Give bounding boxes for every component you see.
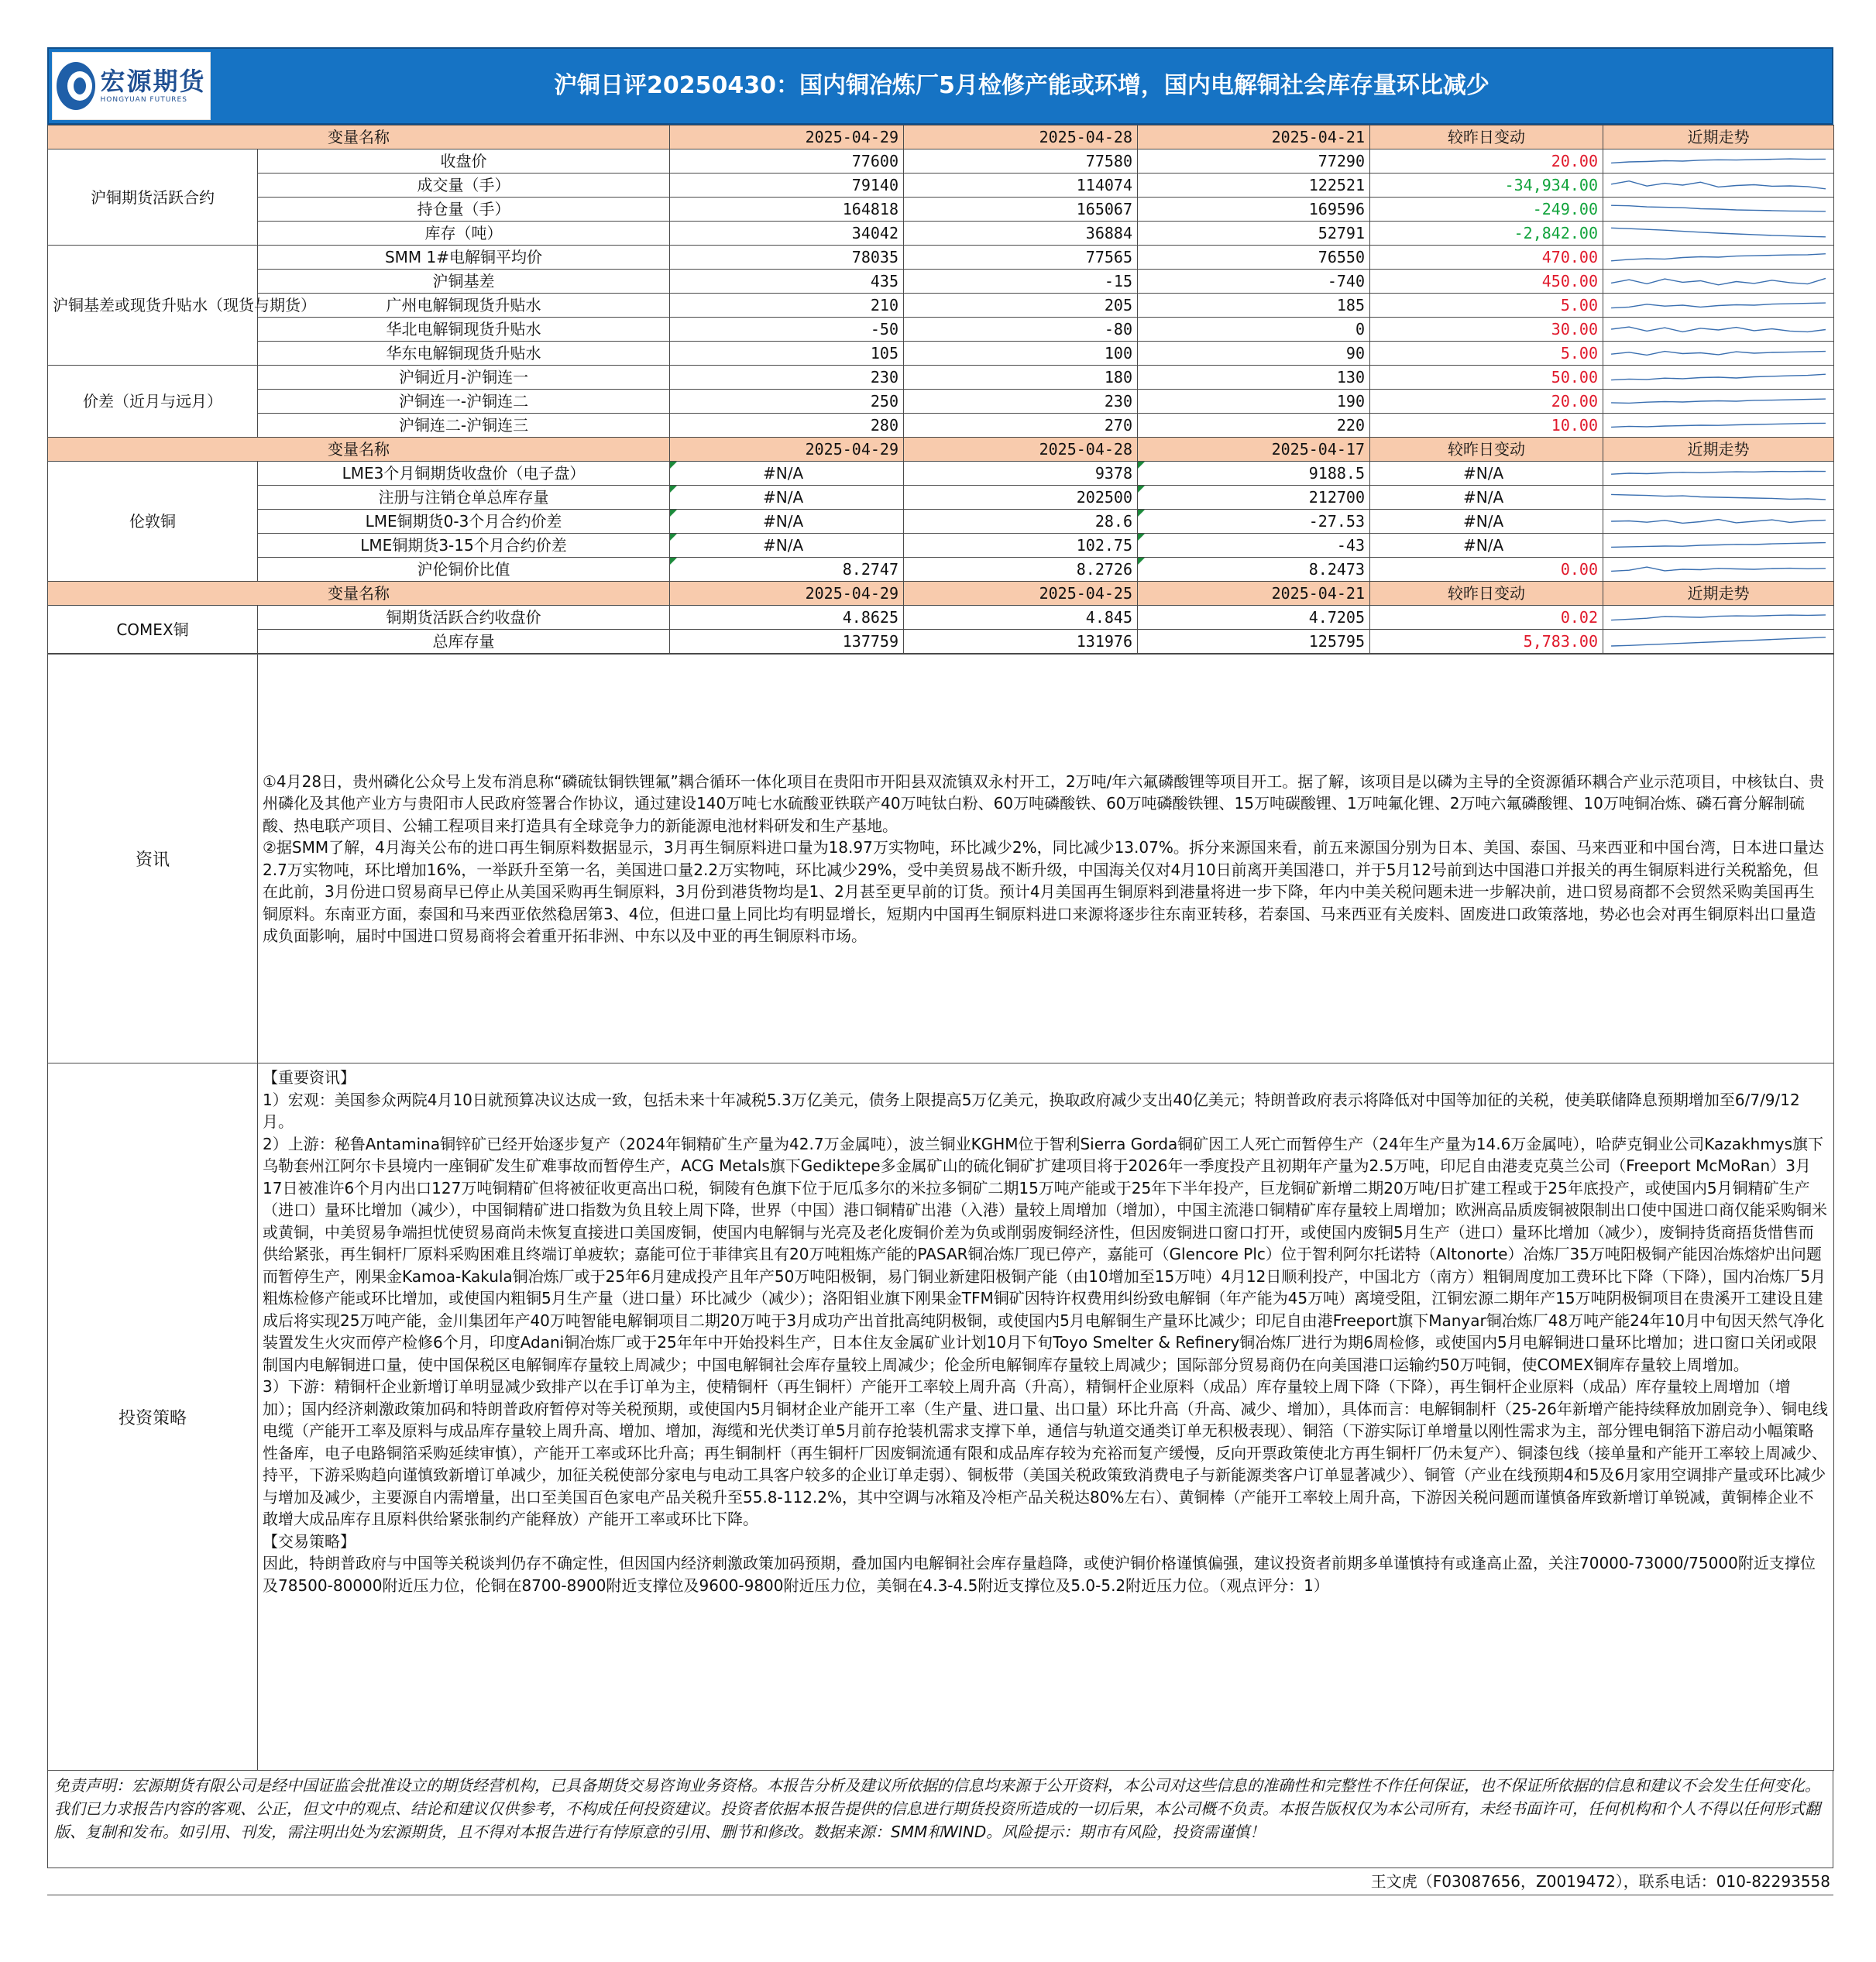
value-cell-1: 77600: [670, 149, 904, 174]
group-label: 沪铜期货活跃合约: [48, 149, 258, 246]
value-cell-2: 77565: [904, 246, 1138, 270]
value-cell-2: 4.845: [904, 606, 1138, 630]
value-cell-2: 77580: [904, 149, 1138, 174]
sparkline-chart: [1608, 366, 1829, 388]
value-cell-3: -740: [1138, 270, 1370, 294]
header-change: 较昨日变动: [1370, 125, 1603, 149]
value-cell-1: 280: [670, 414, 904, 438]
value-cell-1: 435: [670, 270, 904, 294]
sparkline-chart: [1608, 462, 1829, 484]
sparkline-cell: [1603, 198, 1834, 222]
sparkline-line: [1611, 374, 1826, 380]
table-row: [48, 270, 1834, 294]
variable-name: 华北电解铜现货升贴水: [258, 318, 670, 342]
sparkline-chart: [1608, 631, 1829, 652]
value-cell-3: 125795: [1138, 630, 1370, 654]
sparkline-chart: [1608, 270, 1829, 292]
logo-cn-text: 宏源期货: [100, 67, 206, 96]
value-cell-1: #N/A: [670, 534, 904, 558]
header-date-2: 2025-04-28: [904, 125, 1138, 149]
sparkline-line: [1611, 471, 1826, 474]
sparkline-line: [1611, 181, 1826, 189]
value-cell-2: 102.75: [904, 534, 1138, 558]
value-cell-2: 114074: [904, 174, 1138, 198]
change-cell: 20.00: [1370, 149, 1603, 174]
change-cell: 10.00: [1370, 414, 1603, 438]
header-date-1: 2025-04-29: [670, 582, 904, 606]
value-cell-2: 205: [904, 294, 1138, 318]
commentary-table: [47, 654, 1834, 1771]
variable-name: 注册与注销仓单总库存量: [258, 486, 670, 510]
value-cell-2: 131976: [904, 630, 1138, 654]
cell-comment-flag: [1138, 510, 1145, 517]
value-cell-3: 0: [1138, 318, 1370, 342]
change-cell: #N/A: [1370, 510, 1603, 534]
change-cell: 470.00: [1370, 246, 1603, 270]
header-date-2: 2025-04-28: [904, 438, 1138, 462]
group-label: 伦敦铜: [48, 462, 258, 582]
market-data-table: [47, 125, 1834, 654]
value-cell-1: 230: [670, 366, 904, 390]
value-cell-2: 8.2726: [904, 558, 1138, 582]
sparkline-cell: [1603, 294, 1834, 318]
value-cell-1: 250: [670, 390, 904, 414]
change-cell: 5,783.00: [1370, 630, 1603, 654]
cell-comment-flag: [1138, 462, 1145, 469]
analyst-contact: 王文虎（F03087656，Z0019472），联系电话：010-82293558: [47, 1868, 1833, 1895]
sparkline-chart: [1608, 198, 1829, 220]
news-paragraph: ②据SMM了解，4月海关公布的进口再生铜原料数据显示，3月再生铜原料进口量为18.97万实物吨，环比减少2%，同比减少13.07%。拆分来源国来看，前五来源国分别为日本、美国、泰国、马来西亚和中国台湾，日本进口量达2.7万实物吨，环比增加16%，一举跃升至第一名，美国进口量2.2万实物吨，环比减少29%，受中美贸易战不断升级，中国海关仅对4月10日前离开美国港口，并于5月12号前到达中国港口并报关的再生铜原料进行关税豁免，但在此前，3月份进口贸易商早已停止从美国采购再生铜原料，3月份到港货物均是1、2月甚至更早前的订货。预计4月美国再生铜原料到港量将进一步下降，年内中美关税问题未进一步解决前，进口贸易商都不会贸然采购美国再生铜原料。东南亚方面，泰国和马来西亚依然稳居第3、4位，但进口量上同比均有明显增长，短期内中国再生铜原料进口来源将逐步往东南亚转移，若泰国、马来西亚有关废料、固废进口政策落地，势必也会对再生铜原料出口量造成负面影响，届时中国进口贸易商将会着重开拓非洲、中东以及中亚的再生铜原料市场。: [263, 838, 1824, 945]
value-cell-3: 4.7205: [1138, 606, 1370, 630]
group-label: COMEX铜: [48, 606, 258, 654]
sparkline-line: [1611, 278, 1826, 284]
change-cell: 50.00: [1370, 366, 1603, 390]
value-cell-3: 185: [1138, 294, 1370, 318]
table-row: [48, 222, 1834, 246]
header-variable-name: 变量名称: [48, 438, 670, 462]
strategy-paragraph: 【重要资讯】: [263, 1068, 356, 1087]
value-cell-2: 180: [904, 366, 1138, 390]
sparkline-chart: [1608, 342, 1829, 364]
sparkline-cell: [1603, 174, 1834, 198]
change-cell: -34,934.00: [1370, 174, 1603, 198]
sparkline-chart: [1608, 246, 1829, 268]
sparkline-line: [1611, 352, 1826, 356]
header-date-2: 2025-04-25: [904, 582, 1138, 606]
table-row: [48, 606, 1834, 630]
value-cell-2: -15: [904, 270, 1138, 294]
cell-comment-flag: [1138, 486, 1145, 493]
sparkline-line: [1611, 494, 1826, 500]
value-cell-3: 220: [1138, 414, 1370, 438]
sparkline-line: [1611, 423, 1826, 427]
change-cell: 0.00: [1370, 558, 1603, 582]
cell-comment-flag: [670, 510, 677, 517]
report-title: 沪铜日评20250430：国内铜冶炼厂5月检修产能或环增，国内电解铜社会库存量环比减少: [554, 72, 1489, 99]
sparkline-cell: [1603, 366, 1834, 390]
sparkline-line: [1611, 228, 1826, 237]
header-trend: 近期走势: [1603, 438, 1834, 462]
value-cell-3: -43: [1138, 534, 1370, 558]
value-cell-3: 122521: [1138, 174, 1370, 198]
value-cell-3: 130: [1138, 366, 1370, 390]
sparkline-chart: [1608, 222, 1829, 244]
strategy-paragraph: 2）上游：秘鲁Antamina铜锌矿已经开始逐步复产（2024年铜精矿生产量为42.7万金属吨），波兰铜业KGHM位于智利Sierra Gorda铜矿因工人死亡而暂停生产（24年生产量为14.6万金属吨），哈萨克铜业公司Kazakhmys旗下乌勒套州江阿尔卡县境内一座铜矿发生矿难事故而暂停生产，ACG Metals旗下Gediktepe多金属矿山的硫化铜矿扩建项目将于2026年一季度投产且初期年产量为2.5万吨，印尼自由港麦克莫兰公司（Freeport McMoRan）3月17日被准许6个月内出口127万吨铜精矿但将被征收更高出口税，铜陵有色旗下位于厄瓜多尔的米拉多铜矿二期15万吨产能或于25年下半年投产，巨龙铜矿新增二期20万吨/日扩建工程或于25年底投产，或使国内5月铜精矿生产（进口）量环比增加（减少），中国铜精矿进口指数为负且较上周下降，世界（中国）港口铜精矿出港（入港）量较上周增加（增加），中国主流港口铜精矿库存量较上周增加；欧洲高品质废铜被限制出口使中国进口商仅能采购铜米或黄铜，中美贸易争端担忧使贸易商尚未恢复直接进口美国废铜，使国内电解铜与光亮及老化废铜价差为负或削弱废铜经济性，但因废铜进口窗口打开，或使国内废铜5月生产（进口）量环比增加（减少），废铜持货商捂货惜售而供给紧张，再生铜杆厂原料采购困难且终端订单疲软；嘉能可位于菲律宾且有20万吨粗炼产能的PASAR铜冶炼厂现已停产，嘉能可（Glencore Plc）位于智利阿尔托诺特（Altonorte）冶炼厂35万吨阳极铜产能因冶炼熔炉出问题而暂停生产，刚果金Kamoa-Kakula铜冶炼厂或于25年6月建成投产且年产50万吨阳极铜，易门铜业新建阳极铜产能（由10增加至15万吨）4月12日顺利投产，中国北方（南方）粗铜周度加工费环比下降（下降），国内冶炼厂5月粗炼检修产能或环比增加，或使国内粗铜5月生产量（进口量）环比减少（减少）；洛阳钼业旗下刚果金TFM铜矿因特许权费用纠纷致电解铜（年产能为45万吨）离境受阻，江铜宏源二期年产15万吨阴极铜项目在贵溪开工建设且建成后将实现25万吨产能，金川集团年产40万吨智能电解铜项目二期20万吨于3月成功产出首批高纯阴极铜，或使国内5月电解铜生产量环比减少；印尼自由港Freeport旗下Manyar铜冶炼厂48万吨产能24年10月中旬因天然气净化装置发生火灾而停产检修6个月，印度Adani铜冶炼厂或于25年年中开始投料生产，日本住友金属矿业计划10月下旬Toyo Smelter & Refinery铜冶炼厂进行为期6周检修，或使国内5月电解铜进口量环比增加；进口窗口关闭或限制国内电解铜进口量，使中国保税区电解铜库存量较上周减少；中国电解铜社会库存量较上周减少；伦金所电解铜库存量较上周减少；国际部分贸易商仍在向美国港口运输约50万吨铜，使COMEX铜库存量较上周增加。: [263, 1134, 1827, 1374]
value-cell-1: 4.8625: [670, 606, 904, 630]
strategy-paragraph: 【交易策略】: [263, 1531, 356, 1551]
variable-name: LME铜期货3-15个月合约价差: [258, 534, 670, 558]
news-content: [258, 655, 1834, 1063]
sparkline-cell: [1603, 558, 1834, 582]
table-header-row: [48, 582, 1834, 606]
disclaimer: 免责声明：宏源期货有限公司是经中国证监会批准设立的期货经营机构，已具备期货交易咨询业务资格。本报告分析及建议所依据的信息均来源于公开资料，本公司对这些信息的准确性和完整性不作任何保证，也不保证所依据的信息和建议不会发生任何变化。我们已力求报告内容的客观、公正，但文中的观点、结论和建议仅供参考，不构成任何投资建议。投资者依据本报告提供的信息进行期货投资所造成的一切后果，本公司概不负责。本报告版权仅为本公司所有，未经书面许可，任何机构和个人不得以任何形式翻版、复制和发布。如引用、刊发，需注明出处为宏源期货，且不得对本报告进行有悖原意的引用、删节和修改。数据来源：SMM和WIND。风险提示：期市有风险，投资需谨慎！: [47, 1771, 1833, 1868]
variable-name: LME铜期货0-3个月合约价差: [258, 510, 670, 534]
variable-name: 成交量（手）: [258, 174, 670, 198]
sparkline-chart: [1608, 534, 1829, 556]
cell-comment-flag: [670, 534, 677, 541]
sparkline-cell: [1603, 270, 1834, 294]
sparkline-cell: [1603, 510, 1834, 534]
logo-mark-icon: [57, 62, 95, 110]
variable-name: 沪铜近月-沪铜连一: [258, 366, 670, 390]
header-date-3: 2025-04-17: [1138, 438, 1370, 462]
value-cell-3: 76550: [1138, 246, 1370, 270]
change-cell: 450.00: [1370, 270, 1603, 294]
value-cell-3: 9188.5: [1138, 462, 1370, 486]
sparkline-chart: [1608, 174, 1829, 196]
change-cell: 5.00: [1370, 342, 1603, 366]
variable-name: 总库存量: [258, 630, 670, 654]
table-row: [48, 366, 1834, 390]
change-cell: 0.02: [1370, 606, 1603, 630]
sparkline-line: [1611, 567, 1826, 571]
value-cell-2: -80: [904, 318, 1138, 342]
sparkline-chart: [1608, 318, 1829, 340]
value-cell-2: 36884: [904, 222, 1138, 246]
value-cell-1: #N/A: [670, 486, 904, 510]
sparkline-cell: [1603, 342, 1834, 366]
value-cell-2: 202500: [904, 486, 1138, 510]
header-date-1: 2025-04-29: [670, 125, 904, 149]
strategy-content: [258, 1063, 1834, 1771]
daily-report-sheet: [47, 47, 1833, 1895]
sparkline-chart: [1608, 486, 1829, 508]
value-cell-1: -50: [670, 318, 904, 342]
cell-comment-flag: [670, 558, 677, 565]
change-cell: -249.00: [1370, 198, 1603, 222]
value-cell-1: 210: [670, 294, 904, 318]
table-row: [48, 510, 1834, 534]
title-bar: [47, 47, 1833, 125]
change-cell: #N/A: [1370, 534, 1603, 558]
sparkline-line: [1611, 520, 1826, 524]
sparkline-cell: [1603, 318, 1834, 342]
value-cell-2: 100: [904, 342, 1138, 366]
value-cell-1: 79140: [670, 174, 904, 198]
sparkline-chart: [1608, 414, 1829, 436]
value-cell-1: 105: [670, 342, 904, 366]
table-row: [48, 318, 1834, 342]
sparkline-line: [1611, 637, 1826, 646]
sparkline-line: [1611, 254, 1826, 261]
value-cell-1: 78035: [670, 246, 904, 270]
header-date-3: 2025-04-21: [1138, 582, 1370, 606]
sparkline-cell: [1603, 149, 1834, 174]
value-cell-1: 137759: [670, 630, 904, 654]
cell-comment-flag: [1138, 558, 1145, 565]
header-trend: 近期走势: [1603, 582, 1834, 606]
header-trend: 近期走势: [1603, 125, 1834, 149]
sparkline-line: [1611, 205, 1826, 211]
value-cell-3: 8.2473: [1138, 558, 1370, 582]
change-cell: 30.00: [1370, 318, 1603, 342]
sparkline-line: [1611, 159, 1826, 163]
sparkline-cell: [1603, 414, 1834, 438]
table-row: [48, 462, 1834, 486]
sparkline-cell: [1603, 462, 1834, 486]
variable-name: LME3个月铜期货收盘价（电子盘）: [258, 462, 670, 486]
variable-name: 铜期货活跃合约收盘价: [258, 606, 670, 630]
sparkline-chart: [1608, 150, 1829, 172]
sparkline-cell: [1603, 222, 1834, 246]
table-row: [48, 390, 1834, 414]
value-cell-2: 28.6: [904, 510, 1138, 534]
change-cell: #N/A: [1370, 462, 1603, 486]
sparkline-chart: [1608, 558, 1829, 580]
table-row: [48, 486, 1834, 510]
header-change: 较昨日变动: [1370, 582, 1603, 606]
sparkline-line: [1611, 399, 1826, 403]
value-cell-1: 164818: [670, 198, 904, 222]
table-row: [48, 414, 1834, 438]
variable-name: 沪铜连二-沪铜连三: [258, 414, 670, 438]
sparkline-cell: [1603, 534, 1834, 558]
header-variable-name: 变量名称: [48, 582, 670, 606]
variable-name: 库存（吨）: [258, 222, 670, 246]
value-cell-1: #N/A: [670, 510, 904, 534]
sparkline-line: [1611, 303, 1826, 308]
table-row: [48, 558, 1834, 582]
sparkline-chart: [1608, 510, 1829, 532]
variable-name: 收盘价: [258, 149, 670, 174]
variable-name: 沪铜连一-沪铜连二: [258, 390, 670, 414]
value-cell-2: 165067: [904, 198, 1138, 222]
logo-en-text: HONGYUAN FUTURES: [100, 96, 187, 104]
value-cell-1: 8.2747: [670, 558, 904, 582]
news-label: 资讯: [48, 655, 258, 1063]
value-cell-3: -27.53: [1138, 510, 1370, 534]
strategy-paragraph: 3）下游：精铜杆企业新增订单明显减少致排产以在手订单为主，使精铜杆（再生铜杆）产能开工率较上周升高（升高），精铜杆企业原料（成品）库存量较上周下降（下降），再生铜杆企业原料（成品）库存量较上周增加（增加）；国内经济刺激政策加码和特朗普政府暂停对等关税预期，或使国内5月铜材企业产能开工率（生产量、进口量、出口量）环比升高（升高、减少、增加），具体而言：电解铜制杆（25-26年新增产能持续释放加剧竞争）、铜电线电缆（产能开工率及原料与成品库存量较上周升高、增加、增加，海缆和光伏类订单5月前存抢装机需求支撑下单，通信与轨道交通类订单无积极表现）、铜箔（下游实际订单增量以刚性需求为主，部分锂电铜箔下游启动小幅策略性备库，电子电路铜箔采购延续审慎），产能开工率或环比升高；再生铜制杆（再生铜杆厂因废铜流通有限和成品库存较为充裕而复产缓慢，反向开票政策使北方再生铜杆厂仍未复产）、铜漆包线（接单量和产能开工率较上周减少、持平，下游采购趋向谨慎致新增订单减少，加征关税使部分家电与电动工具客户较多的企业订单走弱）、铜板带（美国关税政策致消费电子与新能源类客户订单显著减少）、铜管（产业在线预期4和5及6月家用空调排产量或环比减少与增加及减少，主要源自内需增量，出口至美国百色家电产品关税升至55.8-112.2%，其中空调与冰箱及冷柜产品关税达80%左右）、黄铜棒（产能开工率较上周升高，下游因关税问题而谨慎备库致新增订单锐减，黄铜棒企业不敢增大成品库存且原料供给紧张制约产能释放）产能开工率或环比下降。: [263, 1377, 1828, 1528]
sparkline-line: [1611, 327, 1826, 332]
variable-name: 持仓量（手）: [258, 198, 670, 222]
table-row: [48, 630, 1834, 654]
header-variable-name: 变量名称: [48, 125, 670, 149]
cell-comment-flag: [1138, 534, 1145, 541]
variable-name: SMM 1#电解铜平均价: [258, 246, 670, 270]
sparkline-chart: [1608, 390, 1829, 412]
value-cell-1: 34042: [670, 222, 904, 246]
value-cell-3: 90: [1138, 342, 1370, 366]
sparkline-line: [1611, 543, 1826, 548]
value-cell-2: 230: [904, 390, 1138, 414]
header-change: 较昨日变动: [1370, 438, 1603, 462]
sparkline-chart: [1608, 606, 1829, 628]
value-cell-2: 270: [904, 414, 1138, 438]
value-cell-3: 77290: [1138, 149, 1370, 174]
change-cell: 20.00: [1370, 390, 1603, 414]
value-cell-3: 52791: [1138, 222, 1370, 246]
table-header-row: [48, 125, 1834, 149]
sparkline-cell: [1603, 246, 1834, 270]
sparkline-cell: [1603, 486, 1834, 510]
header-date-3: 2025-04-21: [1138, 125, 1370, 149]
table-row: [48, 174, 1834, 198]
table-row: [48, 198, 1834, 222]
strategy-label: 投资策略: [48, 1063, 258, 1771]
variable-name: 广州电解铜现货升贴水: [258, 294, 670, 318]
cell-comment-flag: [670, 462, 677, 469]
sparkline-cell: [1603, 606, 1834, 630]
table-row: [48, 342, 1834, 366]
change-cell: -2,842.00: [1370, 222, 1603, 246]
table-row: [48, 246, 1834, 270]
table-header-row: [48, 438, 1834, 462]
change-cell: #N/A: [1370, 486, 1603, 510]
variable-name: 华东电解铜现货升贴水: [258, 342, 670, 366]
sparkline-line: [1611, 615, 1826, 620]
news-paragraph: ①4月28日，贵州磷化公众号上发布消息称“磷硫钛铜铁锂氟”耦合循环一体化项目在贵阳市开阳县双流镇双永村开工，2万吨/年六氟磷酸锂等项目开工。据了解，该项目是以磷为主导的全资源循环耦合产业示范项目，中核钛白、贵州磷化及其他产业方与贵阳市人民政府签署合作协议，通过建设140万吨七水硫酸亚铁联产40万吨钛白粉、60万吨磷酸铁、60万吨磷酸铁锂、15万吨碳酸锂、1万吨氟化锂、2万吨六氟磷酸锂、10万吨铜冶炼、磷石膏分解制硫酸、热电联产项目、公辅工程项目来打造具有全球竞争力的新能源电池材料研发和生产基地。: [263, 771, 1825, 835]
value-cell-2: 9378: [904, 462, 1138, 486]
group-label: 价差（近月与远月）: [48, 366, 258, 438]
variable-name: 沪铜基差: [258, 270, 670, 294]
sparkline-cell: [1603, 390, 1834, 414]
table-row: [48, 149, 1834, 174]
value-cell-3: 212700: [1138, 486, 1370, 510]
sparkline-cell: [1603, 630, 1834, 654]
value-cell-3: 169596: [1138, 198, 1370, 222]
sparkline-chart: [1608, 294, 1829, 316]
change-cell: 5.00: [1370, 294, 1603, 318]
value-cell-1: #N/A: [670, 462, 904, 486]
strategy-paragraph: 1）宏观：美国参众两院4月10日就预算决议达成一致，包括未来十年减税5.3万亿美元，债务上限提高5万亿美元，换取政府减少支出40亿美元；特朗普政府表示将降低对中国等加征的关税，使美联储降息预期增加至6/7/9/12月。: [263, 1090, 1800, 1131]
strategy-paragraph: 因此，特朗普政府与中国等关税谈判仍存不确定性，但因国内经济刺激政策加码预期，叠加国内电解铜社会库存量趋降，或使沪铜价格谨慎偏强，建议投资者前期多单谨慎持有或逢高止盈，关注70000-73000/75000附近支撑位及78500-80000附近压力位，伦铜在8700-8900附近支撑位及9600-9800附近压力位，美铜在4.3-4.5附近支撑位及5.0-5.2附近压力位。（观点评分：1）: [263, 1554, 1816, 1595]
value-cell-3: 190: [1138, 390, 1370, 414]
company-logo: [52, 52, 211, 120]
group-label: 沪铜基差或现货升贴水（现货与期货）: [48, 246, 258, 366]
header-date-1: 2025-04-29: [670, 438, 904, 462]
table-row: [48, 534, 1834, 558]
cell-comment-flag: [670, 486, 677, 493]
variable-name: 沪伦铜价比值: [258, 558, 670, 582]
